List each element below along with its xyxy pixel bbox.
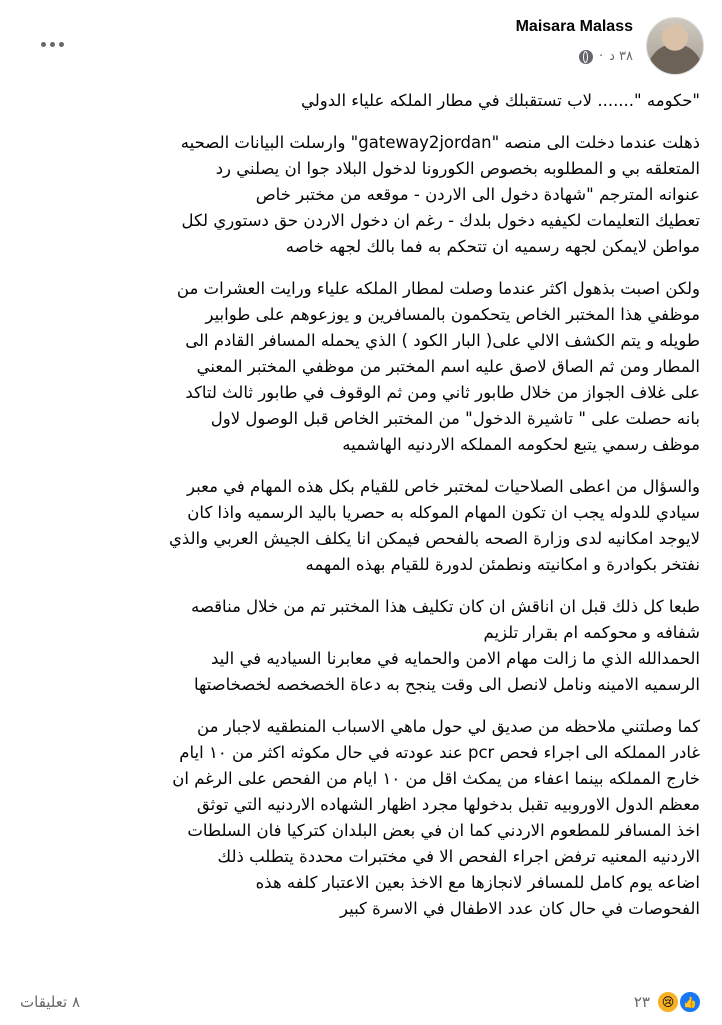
text-line: نفتخر بكوادرة و امكانيته ونطمئن لدورة للقيام بهذه المهمه: [305, 555, 700, 574]
sad-icon: 😢: [656, 990, 680, 1014]
globe-icon[interactable]: [579, 50, 593, 64]
post-paragraph: [22, 594, 700, 698]
text-line: مواطن لايمكن لجهه رسميه ان تتحكم به فما بالك لجهه خاصه: [285, 237, 700, 256]
post-footer: [20, 982, 702, 1022]
text-line: طويله و يتم الكشف الالي على( البار الكود ) الذي يحمله المسافر القادم الى: [185, 331, 700, 350]
text-line: اخذ المسافر للمطعوم الاردني كما ان في بعض البلدان كتركيا فان السلطات: [187, 821, 700, 840]
post-title: [22, 88, 700, 114]
text-line: كما وصلتني ملاحظه من صديق لي حول ماهي الاسباب المنطقيه لاجبار من: [197, 717, 700, 736]
text-line: الاردنيه المعنيه ترفض اجراء الفحص الا في مختبرات محددة يتطلب ذلك: [217, 847, 700, 866]
text-line: على غلاف الجواز من خلال طابور ثاني ومن ثم الوقوف في طابور ثالث لتاكد: [185, 383, 700, 402]
more-dots-icon: [41, 42, 46, 47]
like-icon: 👍: [678, 990, 702, 1014]
post-header: [0, 0, 722, 90]
author-name[interactable]: Maisara Malass: [515, 18, 633, 35]
text-line: غادر المملكه الى اجراء فحص pcr عند عودته في حال مكوثه اكثر من ١٠ ايام: [179, 743, 700, 762]
more-options-button[interactable]: [36, 34, 68, 54]
reaction-count: ٢٣: [633, 993, 650, 1011]
reactions-summary[interactable]: [634, 990, 702, 1014]
text-line: الحمدالله الذي ما زالت مهام الامن والحمايه في معابرنا السياديه في اليد: [210, 649, 700, 668]
post-body: [22, 88, 700, 938]
post-paragraphs: [22, 130, 700, 922]
text-line: موظف رسمي يتبع لحكومه المملكه الاردنيه الهاشميه: [342, 435, 700, 454]
post-paragraph: [22, 276, 700, 458]
text-line: موظفي هذا المختبر الخاص يتحكمون بالمسافرين و يوزعوهم على طوابير: [205, 305, 700, 324]
text-line: سيادي للدوله يجب ان تكون المهام الموكله به حصريا باليد الرسميه واذا كان: [187, 503, 700, 522]
post-paragraph: [22, 714, 700, 922]
post-time[interactable]: ٣٨ د: [609, 49, 633, 64]
text-line: طبعا كل ذلك قبل ان اناقش ان كان تكليف هذا المختبر تم من خلال مناقصه: [191, 597, 700, 616]
text-line: المتعلقه بي و المطلوبه بخصوص الكورونا لدخول البلاد جوا ان يصلني رد: [215, 159, 700, 178]
text-line: تعطيك التعليمات لكيفيه دخول بلدك - رغم ان دخول الاردن حق دستوري لكل: [181, 211, 700, 230]
text-line: والسؤال من اعطى الصلاحيات لمختبر خاص للقيام بكل هذه المهام في معبر: [187, 477, 700, 496]
text-line: الفحوصات في حال كان عدد الاطفال في الاسرة كبير: [340, 899, 700, 918]
text-line: ولكن اصبت بذهول اكثر عندما وصلت لمطار الملكه علياء ورايت العشرات من: [176, 279, 700, 298]
text-line: معظم الدول الاوروبيه تقبل بدخولها مجرد اظهار الشهاده الاردنيه التي توثق: [196, 795, 700, 814]
text-line: بانه حصلت على " تاشيرة الدخول" من المختبر الخاص قبل الوصول لاول: [210, 409, 700, 428]
text-line: الرسميه الامينه ونامل لانصل الى وقت ينجح به دعاة الخصخصه لخصخاصتها: [194, 675, 700, 694]
text-line: شفافه و محوكمه ام بقرار تلزيم: [483, 623, 700, 642]
text-line: "حكومه "....... لاب تستقبلك في مطار الملكه علياء الدولي: [301, 91, 700, 110]
post-paragraph: [22, 130, 700, 260]
avatar[interactable]: [646, 17, 704, 75]
comments-count-link[interactable]: ٨ تعليقات: [20, 993, 81, 1011]
post-meta: ٣٨ د ·: [579, 49, 633, 64]
text-line: المطار ومن ثم الصاق لاصق عليه اسم المختبر من موظفي المختبر المعني: [196, 357, 700, 376]
text-line: لايوجد امكانيه لدى وزارة الصحه بالفحص فيمكن انا يكلف الجيش العربي والذي: [168, 529, 700, 548]
text-line: خارج المملكه بينما اعفاء من يمكث اقل من ١٠ ايام من الفحص على الرغم ان: [172, 769, 700, 788]
text-line: ذهلت عندما دخلت الى منصه "gateway2jordan" وارسلت البيانات الصحيه: [180, 133, 700, 152]
text-line: عنوانه المترجم "شهادة دخول الى الاردن - موقعه من مختبر خاص: [255, 185, 700, 204]
text-line: اضاعه يوم كامل للمسافر لانجازها مع الاخذ بعين الاعتبار كلفه هذه: [255, 873, 700, 892]
post-paragraph: [22, 474, 700, 578]
